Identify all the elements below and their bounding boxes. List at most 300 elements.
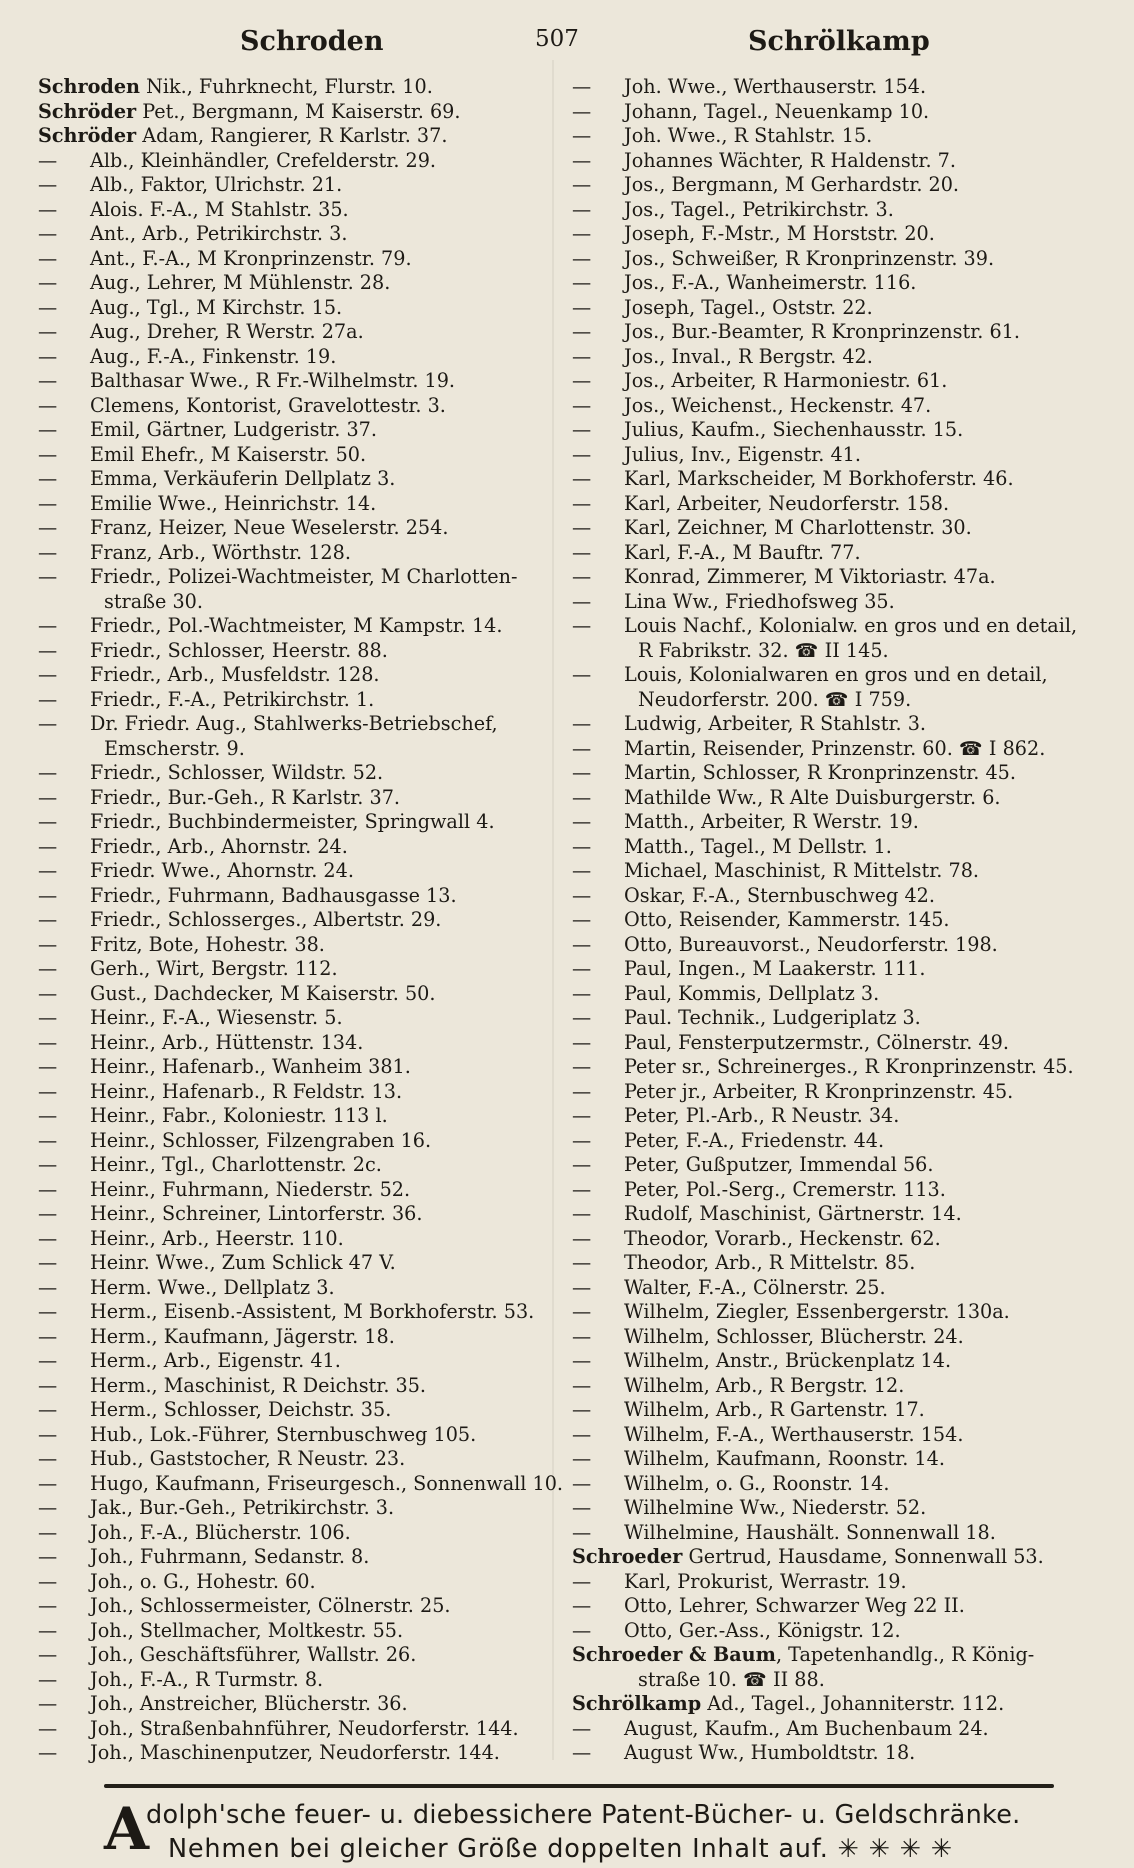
entry-text: Karl, Markscheider, M Borkhoferstr. 46.: [624, 467, 1014, 490]
ditto-dash: —: [572, 1349, 592, 1372]
directory-entry: [38, 957, 558, 982]
ditto-dash: —: [38, 271, 58, 294]
ditto-dash: —: [572, 761, 592, 784]
ditto-dash: —: [38, 761, 58, 784]
entry-text: Friedr., Schlosser, Heerstr. 88.: [90, 638, 388, 662]
directory-entry: [572, 1031, 1112, 1056]
directory-entry: [38, 1178, 558, 1203]
ditto-dash: —: [38, 1055, 58, 1078]
ditto-dash: —: [38, 957, 58, 980]
ditto-dash: —: [572, 442, 592, 466]
ditto-dash: —: [572, 197, 592, 221]
entry-text: Walter, F.-A., Cölnerstr. 25.: [624, 1275, 886, 1299]
directory-entry: [572, 247, 1112, 272]
ad-line-1: dolph'sche feuer- u. diebessichere Patent-Bücher- u. Geldschränke.: [146, 1800, 1021, 1830]
entry-text: Friedr., Pol.-Wachtmeister, M Kampstr. 14.: [90, 614, 503, 637]
entry-text: Matth., Tagel., M Dellstr. 1.: [624, 834, 892, 858]
entry-text: Joh., Stellmacher, Moltkestr. 55.: [90, 1618, 404, 1642]
entry-text: Heinr., Schreiner, Lintorferstr. 36.: [90, 1202, 423, 1225]
entry-text: Franz, Arb., Wörthstr. 128.: [90, 540, 351, 564]
directory-entry: [572, 222, 1112, 247]
directory-entry: [572, 296, 1112, 321]
directory-entry: [572, 1202, 1112, 1227]
ditto-dash: —: [572, 1153, 592, 1176]
directory-entry: [38, 418, 558, 443]
ditto-dash: —: [38, 1618, 58, 1642]
directory-entry: [38, 1594, 558, 1619]
ditto-dash: —: [38, 295, 58, 319]
running-head-left: Schroden: [240, 26, 384, 57]
directory-entry: [572, 124, 1112, 149]
ditto-dash: —: [38, 1030, 58, 1054]
directory-entry: [38, 320, 558, 345]
ditto-dash: —: [38, 638, 58, 662]
directory-entry: [38, 1668, 558, 1693]
ditto-dash: —: [38, 1251, 58, 1274]
entry-text: Hugo, Kaufmann, Friseurgesch., Sonnenwall 10.: [90, 1471, 564, 1495]
directory-entry: [38, 1741, 558, 1766]
ditto-dash: —: [572, 295, 592, 319]
directory-entry: [572, 492, 1112, 517]
ditto-dash: —: [38, 1324, 58, 1348]
directory-entry: [572, 345, 1112, 370]
directory-entry: [572, 394, 1112, 419]
ditto-dash: —: [572, 1177, 592, 1201]
entry-text: Joh., o. G., Hohestr. 60.: [90, 1569, 316, 1593]
ditto-dash: —: [38, 1447, 58, 1470]
entry-text: Fritz, Bote, Hohestr. 38.: [90, 932, 325, 956]
directory-entry: [38, 933, 558, 958]
ditto-dash: —: [38, 1104, 58, 1127]
entry-text: Joh., Schlossermeister, Cölnerstr. 25.: [90, 1594, 451, 1617]
directory-entry: [572, 761, 1112, 786]
entry-text: Aug., Lehrer, M Mühlenstr. 28.: [90, 271, 391, 294]
entry-text: Emma, Verkäuferin Dellplatz 3.: [90, 467, 396, 490]
directory-entry: [38, 1104, 558, 1129]
entry-text: Heinr., Arb., Heerstr. 110.: [90, 1226, 344, 1250]
ditto-dash: —: [38, 1275, 58, 1299]
directory-entry: [572, 688, 1112, 713]
entry-text: Lina Ww., Friedhofsweg 35.: [624, 589, 895, 613]
entry-text: Ant., Arb., Petrikirchstr. 3.: [90, 222, 348, 245]
entry-text: Peter, Pl.-Arb., R Neustr. 34.: [624, 1104, 900, 1127]
entry-text: Joh., Maschinenputzer, Neudorferstr. 144.: [90, 1741, 500, 1764]
ditto-dash: —: [572, 1594, 592, 1617]
advertisement: [104, 1796, 1064, 1866]
directory-entry: [572, 933, 1112, 958]
entry-text: Clemens, Kontorist, Gravelottestr. 3.: [90, 393, 446, 417]
entry-text: Herm., Kaufmann, Jägerstr. 18.: [90, 1324, 395, 1348]
directory-entry: [38, 688, 558, 713]
directory-entry: [38, 590, 558, 615]
directory-entry: [38, 1692, 558, 1717]
directory-entry: [572, 957, 1112, 982]
entry-text: Alb., Faktor, Ulrichstr. 21.: [90, 173, 343, 196]
directory-entry: [572, 1472, 1112, 1497]
entry-text: Jos., F.-A., Wanheimerstr. 116.: [624, 271, 917, 294]
entry-text: Karl, Prokurist, Werrastr. 19.: [624, 1569, 907, 1593]
entry-text: Joh. Wwe., Werthauserstr. 154.: [624, 75, 927, 98]
entry-text: Joseph, F.-Mstr., M Horststr. 20.: [624, 222, 935, 245]
entry-text: Mathilde Ww., R Alte Duisburgerstr. 6.: [624, 785, 1001, 809]
directory-entry: [38, 516, 558, 541]
entry-text: Rudolf, Maschinist, Gärtnerstr. 14.: [624, 1202, 962, 1225]
running-head-right: Schrölkamp: [748, 26, 930, 57]
ditto-dash: —: [38, 320, 58, 343]
ditto-dash: —: [572, 1422, 592, 1446]
directory-entry: [38, 1619, 558, 1644]
ditto-dash: —: [38, 981, 58, 1005]
entry-text: Herm., Schlosser, Deichstr. 35.: [90, 1398, 392, 1421]
ad-initial: A: [104, 1795, 150, 1863]
directory-entry: [572, 712, 1112, 737]
directory-entry: [572, 1129, 1112, 1154]
entry-text: straße 30.: [104, 589, 203, 613]
entry-text: Aug., Tgl., M Kirchstr. 15.: [90, 295, 343, 319]
directory-entry: [572, 1619, 1112, 1644]
directory-entry: [572, 320, 1112, 345]
directory-entry: [38, 810, 558, 835]
ditto-dash: —: [572, 1006, 592, 1029]
directory-entry: [572, 1104, 1112, 1129]
ditto-dash: —: [38, 1520, 58, 1544]
entry-text: Friedr., Schlosserges., Albertstr. 29.: [90, 908, 442, 931]
entry-text: Friedr., Buchbindermeister, Springwall 4.: [90, 810, 495, 833]
directory-entry: [38, 1471, 564, 1497]
surname: Schroeder: [572, 1545, 683, 1568]
ditto-dash: —: [572, 491, 592, 515]
entry-text: Friedr., Schlosser, Wildstr. 52.: [90, 761, 384, 784]
ditto-dash: —: [572, 222, 592, 245]
entry-text: Karl, Arbeiter, Neudorferstr. 158.: [624, 491, 950, 515]
entry-text: Theodor, Vorarb., Heckenstr. 62.: [624, 1226, 941, 1250]
directory-entry: [38, 1276, 558, 1301]
entry-text: Johann, Tagel., Neuenkamp 10.: [624, 99, 930, 123]
entry-text: Emil Ehefr., M Kaiserstr. 50.: [90, 442, 367, 466]
entry-text: Jos., Schweißer, R Kronprinzenstr. 39.: [624, 246, 995, 270]
entry-text: , Tapetenhandlg., R König-: [775, 1643, 1035, 1666]
ditto-dash: —: [38, 369, 58, 392]
entry-text: Hub., Lok.-Führer, Sternbuschweg 105.: [90, 1422, 477, 1446]
ditto-dash: —: [572, 1202, 592, 1225]
directory-entry: [38, 271, 558, 296]
entry-text: Theodor, Arb., R Mittelstr. 85.: [624, 1251, 916, 1274]
directory-entry: [38, 1423, 558, 1448]
entry-text: Hub., Gaststocher, R Neustr. 23.: [90, 1447, 406, 1470]
directory-entry: [572, 737, 1112, 762]
surname: Schröder: [38, 124, 137, 147]
ditto-dash: —: [572, 589, 592, 613]
entry-text: Julius, Kaufm., Siechenhausstr. 15.: [624, 418, 964, 441]
entry-text: Herm., Eisenb.-Assistent, M Borkhoferstr. 53.: [90, 1300, 535, 1323]
ditto-dash: —: [572, 810, 592, 833]
ditto-dash: —: [572, 859, 592, 882]
page-number: 507: [535, 26, 579, 52]
entry-text: Joh., F.-A., Blücherstr. 106.: [90, 1520, 351, 1544]
directory-entry: [38, 100, 558, 125]
entry-text: Emscherstr. 9.: [104, 736, 245, 760]
entry-text: Alb., Kleinhändler, Crefelderstr. 29.: [90, 148, 437, 172]
directory-entry: [572, 1643, 1112, 1668]
surname: Schroeder & Baum: [572, 1643, 776, 1666]
ditto-dash: —: [38, 1300, 58, 1323]
directory-entry: [572, 1276, 1112, 1301]
ditto-dash: —: [38, 614, 58, 637]
entry-text: Friedr. Wwe., Ahornstr. 24.: [90, 859, 354, 882]
ditto-dash: —: [572, 1128, 592, 1152]
directory-entry: [572, 810, 1112, 835]
directory-entry: [572, 1423, 1112, 1448]
ditto-dash: —: [572, 1104, 592, 1127]
ditto-dash: —: [38, 540, 58, 564]
ditto-dash: —: [572, 1324, 592, 1348]
directory-entry: [38, 1717, 558, 1742]
entry-text: Louis Nachf., Kolonialw. en gros und en detail,: [624, 614, 1078, 637]
directory-entry: [38, 1006, 558, 1031]
ditto-dash: —: [38, 1226, 58, 1250]
ditto-dash: —: [38, 1569, 58, 1593]
ditto-dash: —: [572, 246, 592, 270]
entry-text: Wilhelmine Ww., Niederstr. 52.: [624, 1496, 927, 1519]
entry-text: Joh., F.-A., R Turmstr. 8.: [90, 1667, 324, 1691]
directory-entry: [572, 1251, 1112, 1276]
directory-entry: [38, 1545, 558, 1570]
ditto-dash: —: [572, 1741, 592, 1764]
entry-text: Wilhelm, Anstr., Brückenplatz 14.: [624, 1349, 952, 1372]
directory-entry: [572, 614, 1112, 639]
ditto-dash: —: [38, 222, 58, 245]
entry-text: Paul, Ingen., M Laakerstr. 111.: [624, 957, 926, 980]
directory-entry: [38, 124, 558, 149]
ditto-dash: —: [38, 565, 58, 588]
entry-text: Aug., Dreher, R Werstr. 27a.: [90, 320, 364, 343]
entry-text: August, Kaufm., Am Buchenbaum 24.: [624, 1716, 989, 1740]
entry-text: Wilhelm, Arb., R Gartenstr. 17.: [624, 1398, 925, 1421]
entry-text: Peter, Gußputzer, Immendal 56.: [624, 1153, 934, 1176]
entry-text: Heinr., Arb., Hüttenstr. 134.: [90, 1030, 364, 1054]
ditto-dash: —: [572, 1569, 592, 1593]
directory-entry: [38, 1374, 558, 1399]
entry-text: Martin, Reisender, Prinzenstr. 60. ☎ I 862.: [624, 736, 1046, 760]
entry-text: Balthasar Wwe., R Fr.-Wilhelmstr. 19.: [90, 369, 456, 392]
ditto-dash: —: [572, 1618, 592, 1642]
entry-text: Aug., F.-A., Finkenstr. 19.: [90, 344, 337, 368]
ditto-dash: —: [572, 932, 592, 956]
directory-entry: [572, 516, 1112, 541]
entry-text: Jos., Inval., R Bergstr. 42.: [624, 344, 873, 368]
entry-text: Paul. Technik., Ludgeriplatz 3.: [624, 1006, 921, 1029]
ditto-dash: —: [572, 981, 592, 1005]
ditto-dash: —: [38, 687, 58, 711]
directory-entry: [572, 75, 1112, 100]
directory-entry: [572, 418, 1112, 443]
ditto-dash: —: [572, 1079, 592, 1103]
directory-entry: [38, 443, 558, 468]
entry-text: Joseph, Tagel., Oststr. 22.: [624, 295, 873, 319]
entry-text: Michael, Maschinist, R Mittelstr. 78.: [624, 859, 980, 882]
entry-text: Peter, Pol.-Serg., Cremerstr. 113.: [624, 1177, 946, 1201]
directory-entry: [572, 1080, 1112, 1105]
directory-entry: [38, 1031, 558, 1056]
ditto-dash: —: [572, 785, 592, 809]
entry-text: Louis, Kolonialwaren en gros und en detail,: [624, 663, 1048, 686]
directory-entry: [572, 1055, 1112, 1080]
entry-text: R Fabrikstr. 32. ☎ II 145.: [638, 638, 889, 662]
directory-entry: [572, 590, 1112, 615]
directory-entry: [572, 1692, 1112, 1717]
ditto-dash: —: [38, 932, 58, 956]
ditto-dash: —: [38, 418, 58, 441]
ditto-dash: —: [38, 1079, 58, 1103]
entry-text: Dr. Friedr. Aug., Stahlwerks-Betriebschef,: [90, 712, 498, 735]
entry-text: Wilhelmine, Haushält. Sonnenwall 18.: [624, 1520, 996, 1544]
ditto-dash: —: [572, 418, 592, 441]
directory-entry: [38, 1398, 558, 1423]
entry-text: Pet., Bergmann, M Kaiserstr. 69.: [136, 99, 461, 123]
directory-entry: [572, 835, 1112, 860]
entry-text: Otto, Lehrer, Schwarzer Weg 22 II.: [624, 1594, 965, 1617]
directory-entry: [572, 1178, 1112, 1203]
directory-entry: [38, 663, 558, 688]
directory-entry: [38, 222, 558, 247]
directory-entry: [572, 859, 1112, 884]
directory-entry: [38, 835, 558, 860]
ditto-dash: —: [38, 663, 58, 686]
ditto-dash: —: [572, 75, 592, 98]
directory-entry: [572, 1153, 1112, 1178]
entry-text: Paul, Fensterputzermstr., Cölnerstr. 49.: [624, 1030, 1009, 1054]
directory-entry: [572, 1300, 1112, 1325]
entry-text: straße 10. ☎ II 88.: [638, 1667, 825, 1691]
entry-text: Gerh., Wirt, Bergstr. 112.: [90, 957, 338, 980]
ditto-dash: —: [572, 614, 592, 637]
directory-entry: [38, 1251, 558, 1276]
entry-text: Franz, Heizer, Neue Weselerstr. 254.: [90, 516, 449, 539]
directory-entry: [572, 908, 1112, 933]
directory-entry: [38, 1349, 558, 1374]
ditto-dash: —: [572, 1300, 592, 1323]
ditto-dash: —: [572, 173, 592, 196]
directory-entry: [38, 1080, 558, 1105]
entry-text: Heinr., Fabr., Koloniestr. 113 l.: [90, 1104, 388, 1127]
entry-text: Heinr. Wwe., Zum Schlick 47 V.: [90, 1251, 396, 1274]
directory-entry: [572, 443, 1112, 468]
directory-entry: [38, 565, 558, 590]
entry-text: Ludwig, Arbeiter, R Stahlstr. 3.: [624, 712, 927, 735]
directory-entry: [572, 100, 1112, 125]
directory-entry: [38, 1570, 558, 1595]
right-column: [572, 75, 1112, 1766]
directory-entry: [38, 1325, 558, 1350]
entry-text: Wilhelm, Arb., R Bergstr. 12.: [624, 1373, 905, 1397]
ditto-dash: —: [572, 1251, 592, 1274]
ditto-dash: —: [572, 1716, 592, 1740]
entry-text: Johannes Wächter, R Haldenstr. 7.: [624, 148, 956, 172]
ditto-dash: —: [38, 344, 58, 368]
directory-entry: [38, 247, 558, 272]
ditto-dash: —: [38, 1545, 58, 1568]
ditto-dash: —: [572, 148, 592, 172]
ditto-dash: —: [38, 1373, 58, 1397]
ditto-dash: —: [572, 663, 592, 686]
ditto-dash: —: [38, 442, 58, 466]
entry-text: Neudorferstr. 200. ☎ I 759.: [638, 687, 912, 711]
directory-entry: [38, 467, 558, 492]
ad-line-2: Nehmen bei gleicher Größe doppelten Inhalt auf. ✳ ✳ ✳ ✳: [168, 1834, 953, 1864]
entry-text: Wilhelm, F.-A., Werthauserstr. 154.: [624, 1422, 964, 1446]
directory-entry: [38, 541, 558, 566]
directory-entry: [38, 369, 558, 394]
entry-text: Heinr., Fuhrmann, Niederstr. 52.: [90, 1177, 411, 1201]
directory-entry: [38, 1521, 558, 1546]
ditto-dash: —: [38, 516, 58, 539]
entry-text: Jos., Bur.-Beamter, R Kronprinzenstr. 61.: [624, 320, 1020, 343]
directory-entry: [38, 737, 558, 762]
ditto-dash: —: [572, 908, 592, 931]
left-column: [38, 75, 564, 1766]
entry-text: Heinr., Hafenarb., Wanheim 381.: [90, 1055, 411, 1078]
ditto-dash: —: [38, 883, 58, 907]
directory-entry: [572, 639, 1112, 664]
entry-text: Ad., Tagel., Johanniterstr. 112.: [701, 1692, 1005, 1715]
directory-entry: [572, 884, 1112, 909]
ditto-dash: —: [572, 736, 592, 760]
ditto-dash: —: [572, 1373, 592, 1397]
ditto-dash: —: [572, 516, 592, 539]
entry-text: Gust., Dachdecker, M Kaiserstr. 50.: [90, 981, 436, 1005]
directory-entry: [38, 198, 558, 223]
ditto-dash: —: [572, 1030, 592, 1054]
ditto-dash: —: [38, 1667, 58, 1691]
directory-entry: [38, 614, 558, 639]
ditto-dash: —: [572, 99, 592, 123]
surname: Schroden: [38, 75, 140, 98]
entry-text: Friedr., Arb., Ahornstr. 24.: [90, 834, 348, 858]
entry-text: Konrad, Zimmerer, M Viktoriastr. 47a.: [624, 565, 996, 588]
ditto-dash: —: [38, 1471, 58, 1495]
ditto-dash: —: [572, 1520, 592, 1544]
directory-entry: [572, 1227, 1112, 1252]
directory-entry: [38, 1447, 558, 1472]
ditto-dash: —: [572, 1471, 592, 1495]
ditto-dash: —: [38, 908, 58, 931]
entry-text: Gertrud, Hausdame, Sonnenwall 53.: [682, 1545, 1044, 1568]
ditto-dash: —: [38, 1128, 58, 1152]
entry-text: Friedr., Fuhrmann, Badhausgasse 13.: [90, 883, 457, 907]
ditto-dash: —: [572, 565, 592, 588]
entry-text: Jak., Bur.-Geh., Petrikirchstr. 3.: [90, 1496, 395, 1519]
entry-text: Peter, F.-A., Friedenstr. 44.: [624, 1128, 885, 1152]
entry-text: Adam, Rangierer, R Karlstr. 37.: [136, 124, 448, 147]
directory-entry: [572, 149, 1112, 174]
ditto-dash: —: [572, 834, 592, 858]
ditto-dash: —: [38, 859, 58, 882]
ditto-dash: —: [572, 1496, 592, 1519]
entry-text: Heinr., Schlosser, Filzengraben 16.: [90, 1128, 432, 1152]
ditto-dash: —: [38, 467, 58, 490]
ditto-dash: —: [38, 1202, 58, 1225]
entry-text: Friedr., Arb., Musfeldstr. 128.: [90, 663, 380, 686]
ditto-dash: —: [38, 173, 58, 196]
entry-text: Wilhelm, o. G., Roonstr. 14.: [624, 1471, 890, 1495]
entry-text: Jos., Arbeiter, R Harmoniestr. 61.: [624, 369, 948, 392]
ditto-dash: —: [38, 246, 58, 270]
ditto-dash: —: [572, 467, 592, 490]
directory-entry: [38, 394, 558, 419]
ditto-dash: —: [38, 834, 58, 858]
directory-entry: [572, 271, 1112, 296]
directory-entry: [572, 198, 1112, 223]
